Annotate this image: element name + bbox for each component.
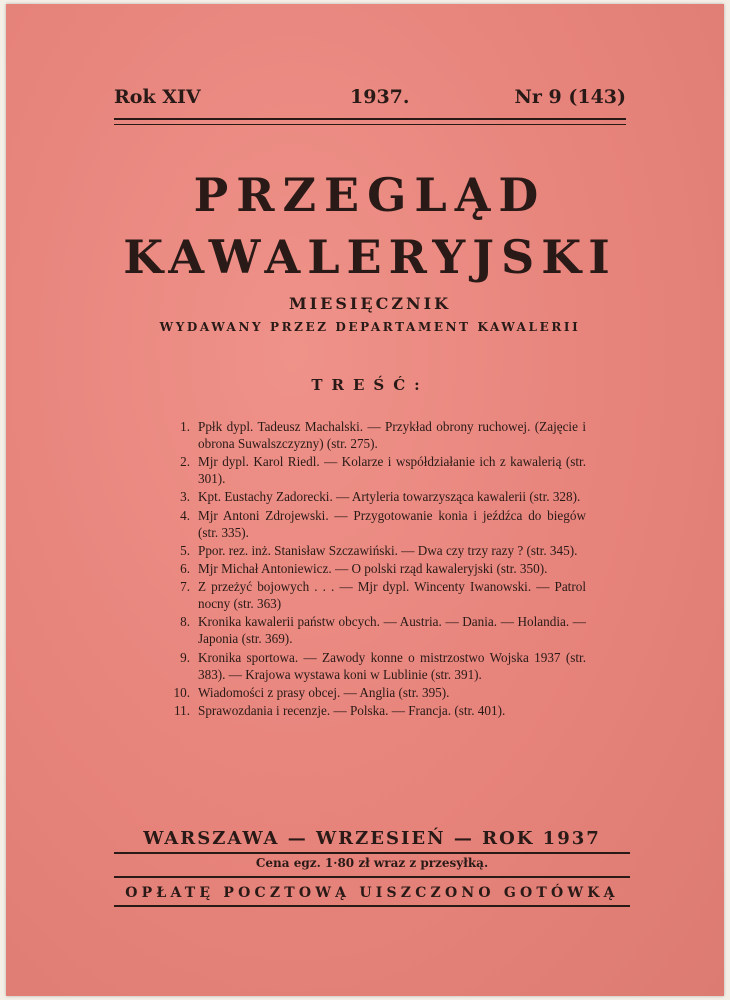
header-divider [114,118,626,125]
magazine-title-line1: PRZEGLĄD [193,168,547,222]
table-of-contents [166,418,586,720]
item-text: Ppłk dypl. Tadeusz Machalski. — Przykład obrony ruchowej. (Zajęcie i obrona Suwalszczyzny) (str. 275). [198,419,586,451]
publisher-label: WYDAWANY PRZEZ DEPARTAMENT KAWALERII [159,320,581,334]
item-text: Mjr Antoni Zdrojewski. — Przygotowanie konia i jeźdźca do biegów (str. 335). [198,507,586,540]
list-item [166,488,586,505]
contents-heading: TREŚĆ: [311,376,429,394]
item-number: 4. [180,507,190,523]
list-item [166,684,586,701]
place-date-line: WARSZAWA — WRZESIEŃ — ROK 1937 [143,828,601,849]
item-text: Ppor. rez. inż. Stanisław Szczawiński. — Dwa czy trzy razy ? (str. 345). [198,542,578,558]
list-item [166,613,586,647]
item-text: Mjr Michał Antoniewicz. — O polski rząd kawaleryjski (str. 350). [198,560,548,576]
list-item [166,418,586,452]
item-text: Kronika sportowa. — Zawody konne o mistrzostwo Wojska 1937 (str. 383). — Krajowa wystawa koni w Lublinie (str. 391). [198,649,586,682]
issue-header [114,86,626,120]
footer-divider-bottom [114,905,630,907]
year-label: 1937. [350,86,410,108]
item-number: 9. [180,649,190,665]
footer-divider-top [114,852,630,854]
magazine-title-line2: KAWALERYJSKI [123,230,617,284]
list-item [166,507,586,541]
volume-label: Rok XIV [114,86,201,108]
item-number: 11. [174,702,190,718]
item-number: 2. [180,454,190,470]
item-text: Wiadomości z prasy obcej. — Anglia (str. 395). [198,684,450,700]
list-item [166,649,586,683]
list-item [166,453,586,487]
item-number: 1. [180,419,190,434]
item-number: 7. [180,579,190,595]
item-number: 6. [180,560,190,576]
item-number: 5. [180,542,190,558]
item-number: 8. [180,614,190,630]
price-line: Cena egz. 1·80 zł wraz z przesyłką. [255,856,489,870]
item-text: Kronika kawalerii państw obcych. — Austria. — Dania. — Holandia. — Japonia (str. 369). [198,614,586,647]
footer-divider-middle [114,876,630,878]
periodicity-label: MIESIĘCZNIK [288,294,452,313]
magazine-cover [6,4,724,996]
item-text: Z przeżyć bojowych . . . — Mjr dypl. Wincenty Iwanowski. — Patrol nocny (str. 363) [198,579,586,612]
issue-number: Nr 9 (143) [514,86,626,108]
postage-paid-line: OPŁATĘ POCZTOWĄ UISZCZONO GOTÓWKĄ [125,885,619,901]
item-text: Kpt. Eustachy Zadorecki. — Artyleria towarzysząca kawalerii (str. 328). [198,489,581,505]
list-item [166,560,586,577]
list-item [166,542,586,559]
list-item [166,702,586,719]
list-item [166,578,586,612]
item-number: 10. [173,684,190,700]
item-number: 3. [180,489,190,505]
item-text: Mjr dypl. Karol Riedl. — Kolarze i współdziałanie ich z kawalerią (str. 301). [198,454,586,487]
item-text: Sprawozdania i recenzje. — Polska. — Francja. (str. 401). [198,702,506,718]
